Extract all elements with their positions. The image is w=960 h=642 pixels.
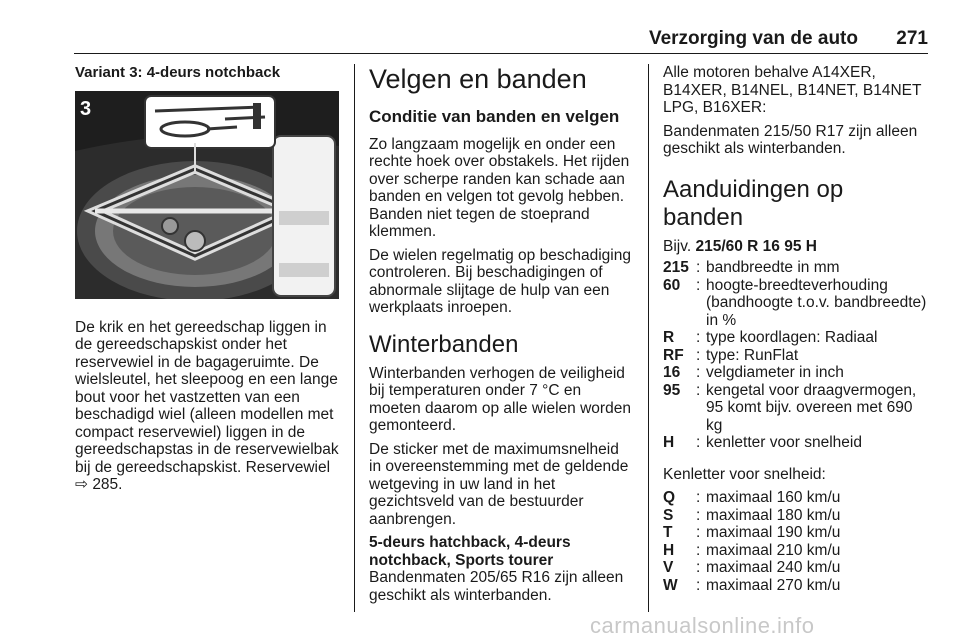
- example-code: 215/60 R 16 95 H: [695, 237, 817, 255]
- code-key: 215: [663, 259, 689, 276]
- page-number: 271: [896, 28, 928, 49]
- colon: :: [696, 259, 701, 276]
- page-reference-arrow-icon: ⇨: [75, 476, 88, 493]
- code-key: 60: [663, 276, 681, 294]
- code-value: kengetal voor draagvermogen, 95 komt bijv. overeen met 690 kg: [706, 381, 917, 434]
- list-item: [663, 507, 929, 525]
- paragraph: Zo langzaam mogelijk en onder een rechte hoek over obstakels. Het rijden over scherpe randen kan schade aan banden en velgen tot gevolg hebben. Banden niet tegen de stoeprand klemmen.: [369, 135, 630, 240]
- paragraph: De sticker met de maximumsnelheid in overeenstemming met de geldende wetgeving in uw land in het gezichtsveld van de bestuurder aanbrengen.: [369, 440, 629, 528]
- figure-caption: Variant 3: 4-deurs notchback: [75, 64, 281, 81]
- left-column: [75, 64, 341, 500]
- code-key: H: [663, 541, 675, 559]
- code-value: maximaal 240 km/u: [706, 559, 841, 576]
- colon: :: [696, 576, 701, 594]
- code-value: kenletter voor snelheid: [706, 434, 862, 451]
- code-value: maximaal 180 km/u: [706, 506, 841, 524]
- page-reference[interactable]: 285.: [92, 476, 123, 493]
- spare-wheel-tools-illustration: [75, 91, 339, 299]
- code-key: 95: [663, 381, 681, 399]
- colon: :: [696, 276, 701, 294]
- list-item: [663, 577, 929, 595]
- code-key: T: [663, 524, 673, 541]
- code-key: V: [663, 559, 674, 576]
- section-heading-winter: Winterbanden: [369, 330, 519, 358]
- example-line: Bijv. 215/60 R 16 95 H: [663, 237, 817, 255]
- colon: :: [696, 329, 701, 346]
- colon: :: [696, 381, 701, 399]
- list-item: [663, 434, 929, 452]
- list-item: [663, 329, 929, 347]
- list-item: [663, 524, 929, 542]
- code-value: maximaal 190 km/u: [706, 524, 841, 541]
- code-key: RF: [663, 346, 684, 364]
- right-column: [663, 64, 929, 602]
- code-key: R: [663, 329, 675, 346]
- header-title: Verzorging van de auto: [648, 28, 858, 49]
- header-rule: [74, 53, 928, 54]
- code-value: type koordlagen: Radiaal: [706, 329, 878, 346]
- paragraph: Bandenmaten 215/50 R17 zijn alleen geschikt als winterbanden.: [663, 122, 918, 157]
- code-value: maximaal 210 km/u: [706, 541, 841, 559]
- watermark: carmanualsonline.info: [590, 613, 815, 638]
- list-item: [663, 489, 929, 507]
- list-item: [663, 382, 929, 435]
- section-heading-markings: Aanduidingen op banden: [663, 175, 844, 231]
- section-title: Velgen en banden: [369, 64, 587, 94]
- column-divider: [648, 64, 649, 612]
- colon: :: [696, 559, 701, 576]
- colon: :: [696, 489, 701, 506]
- speed-rating-list: [663, 489, 929, 594]
- paragraph: Bandenmaten 205/65 R16 zijn alleen geschikt als winterbanden.: [369, 569, 624, 604]
- colon: :: [696, 346, 701, 364]
- code-value: maximaal 160 km/u: [706, 489, 841, 506]
- code-key: S: [663, 506, 674, 524]
- colon: :: [696, 506, 701, 524]
- code-key: W: [663, 576, 678, 594]
- figure-number: 3: [80, 97, 92, 120]
- list-item: [663, 259, 929, 277]
- list-item: [663, 277, 929, 330]
- colon: :: [696, 524, 701, 541]
- middle-column: [369, 64, 635, 610]
- colon: :: [696, 364, 701, 381]
- tyre-code-list: [663, 259, 929, 452]
- subsection-title: Conditie van banden en velgen: [369, 107, 620, 126]
- list-item: [663, 347, 929, 365]
- page-header: [74, 22, 928, 52]
- code-value: type: RunFlat: [706, 346, 799, 364]
- code-key: H: [663, 434, 675, 451]
- code-key: 16: [663, 364, 681, 381]
- code-value: maximaal 270 km/u: [706, 576, 841, 594]
- left-paragraph: [75, 319, 341, 494]
- code-value: hoogte-breedteverhouding (bandhoogte t.o.v. bandbreedte) in %: [706, 276, 927, 329]
- code-value: bandbreedte in mm: [706, 259, 840, 276]
- paragraph: Winterbanden verhogen de veiligheid bij temperaturen onder 7 °C en moeten daarom op alle wielen worden gemonteerd.: [369, 364, 631, 434]
- trunk-tool-figure: [75, 91, 339, 299]
- model-subheading: 5-deurs hatchback, 4-deurs notchback, Sports tourer: [369, 534, 571, 569]
- tool-location-text: De krik en het gereedschap liggen in de gereedschapskist onder het reservewiel in de bagageruimte. De wielsleutel, het sleepoog en een lange bout voor het vastzetten van een beschadigd wiel (alleen modellen met compact reservewiel) liggen in de gereedschapstas in de reservewielbak bij de gereedschapskist. Reservewiel: [75, 318, 339, 476]
- speed-intro: Kenletter voor snelheid:: [663, 465, 826, 483]
- code-value: velgdiameter in inch: [706, 364, 844, 381]
- list-item: [663, 364, 929, 382]
- colon: :: [696, 434, 701, 451]
- colon: :: [696, 541, 701, 559]
- paragraph: De wielen regelmatig op beschadiging controleren. Bij beschadigingen of abnormale slijtage de hulp van een werkplaats inroepen.: [369, 246, 631, 316]
- code-key: Q: [663, 489, 676, 506]
- paragraph: Alle motoren behalve A14XER, B14XER, B14NEL, B14NET, B14NET LPG, B16XER:: [663, 64, 922, 116]
- column-divider: [354, 64, 355, 612]
- list-item: [663, 542, 929, 560]
- list-item: [663, 559, 929, 577]
